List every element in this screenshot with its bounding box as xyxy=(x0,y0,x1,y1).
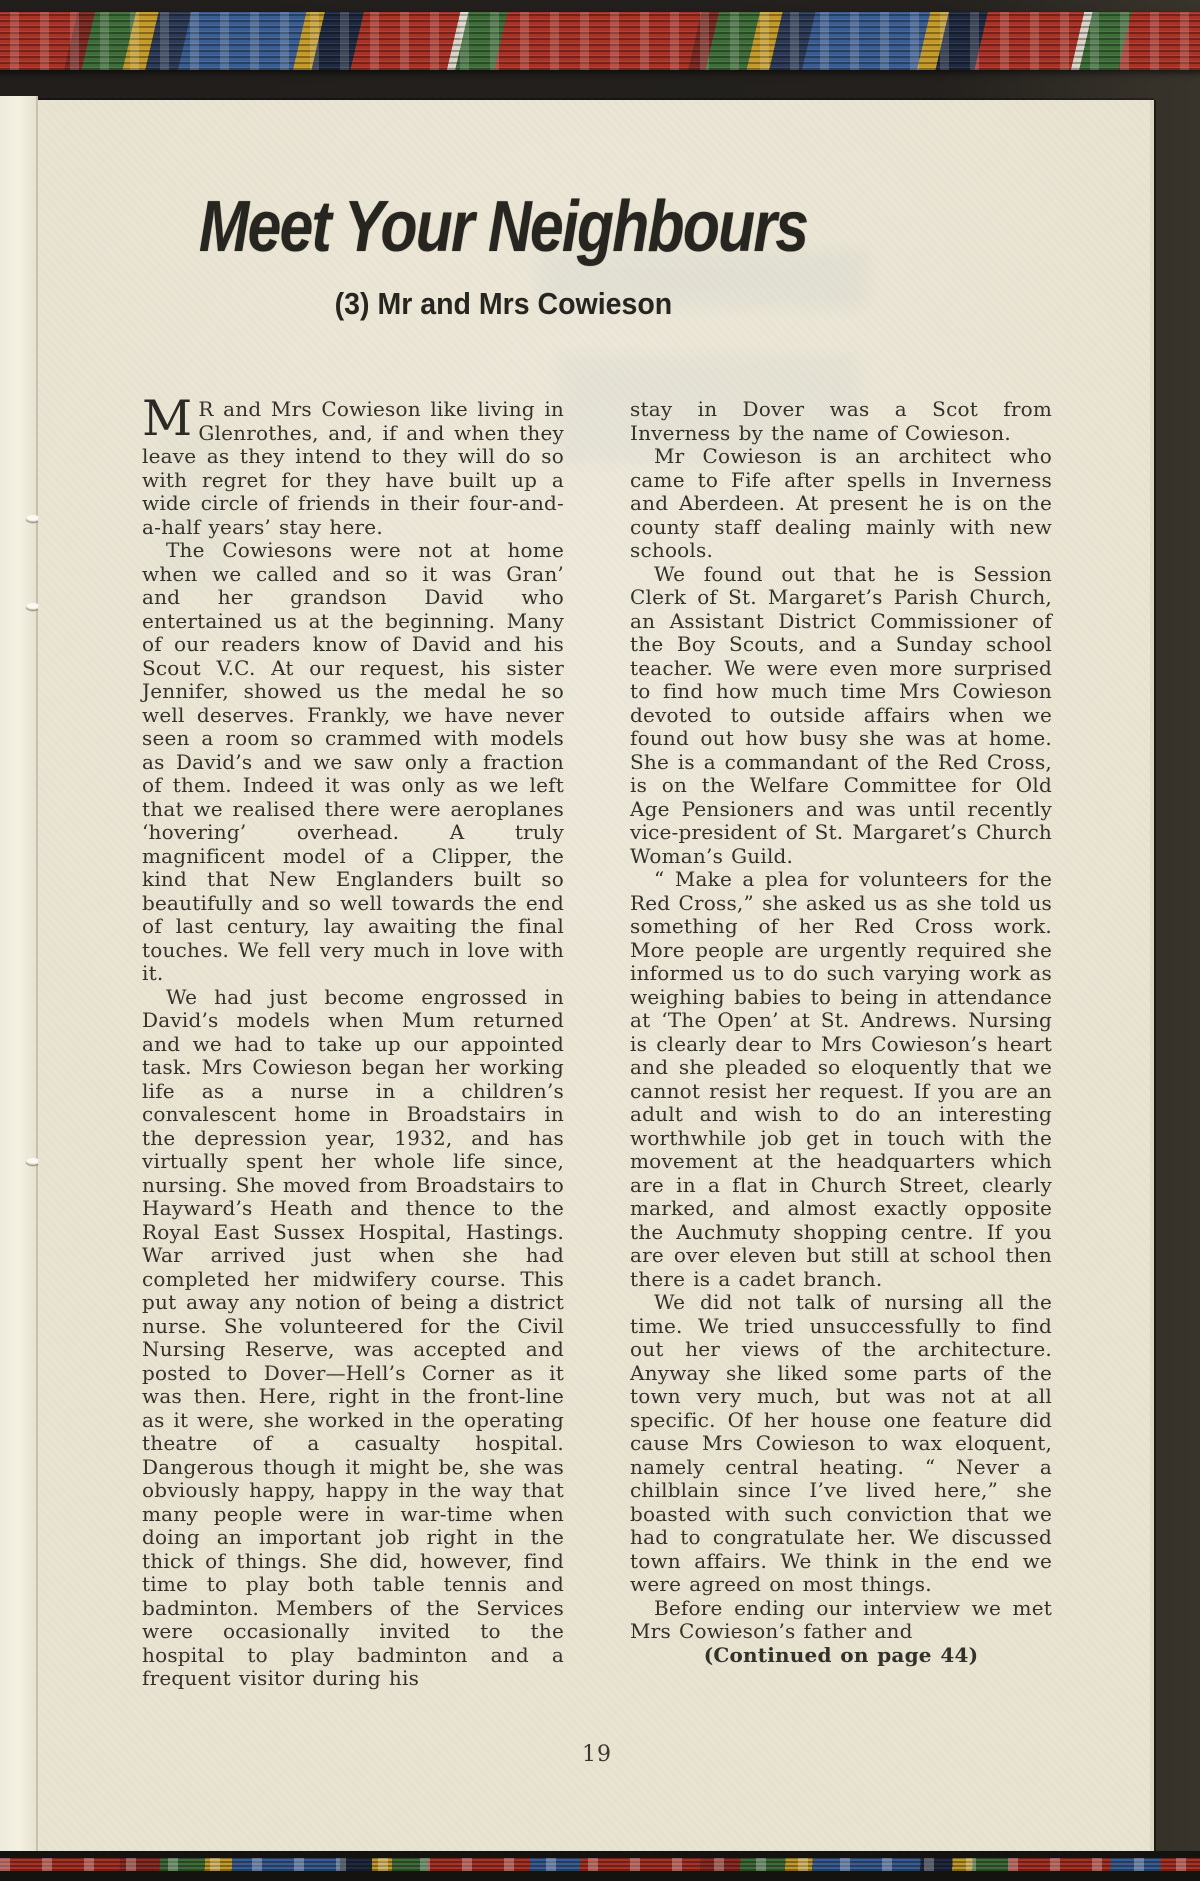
article-paragraph xyxy=(142,390,564,539)
continued-note: (Continued on page 44) xyxy=(703,1642,979,1667)
article-column-right xyxy=(630,398,1052,1667)
article-paragraph: “ Make a plea for volunteers for the Red Cross,” she asked us as she told us something of her Red Cross work. More people are urgently required she informed us to do such varying work as weighing babies to being in attendance at ‘The Open’ at St. Andrews. Nursing is clearly dear to Mrs Cowieson’s heart and she pleaded so eloquently that we cannot resist her request. If you are an adult and wish to do an interesting worthwhile job get in touch with the movement at the headquarters which are in a flat in Church Street, clearly marked, and almost exactly opposite the Auchmuty shopping centre. If you are over eleven but still at school then there is a cadet branch. xyxy=(630,867,1052,1291)
paragraph-text: R and Mrs Cowieson like living in Glenrothes, and, if and when they leave as they intend to they will do so with regret for they have built up a wide circle of friends in their four-and-a-half years’ stay here. xyxy=(142,397,564,539)
article-column-left xyxy=(142,390,564,1691)
article-subtitle: (3) Mr and Mrs Cowieson xyxy=(334,286,672,321)
article-paragraph: We did not talk of nursing all the time. We tried unsuccessfully to find out her views of the architecture. Anyway she liked some parts of the town very much, but was not at all specific. Of her house one feature did cause Mrs Cowieson to wax eloquent, namely central heating. “ Never a chilblain since I’ve lived here,” she boasted with such conviction that we had to congratulate her. We discussed town affairs. We think in the end we were agreed on most things. xyxy=(630,1290,1052,1596)
adjacent-page-edge xyxy=(0,96,38,1856)
tartan-ribbon-top xyxy=(0,12,1200,70)
article-paragraph: Mr Cowieson is an architect who came to Fife after spells in Inverness and Aberdeen. At present he is on the county staff dealing mainly with new schools. xyxy=(630,444,1052,562)
article-paragraph: We had just become engrossed in David’s models when Mum returned and we had to take up our appointed task. Mrs Cowieson began her working life as a nurse in a children’s convalescent home in Broadstairs in the depression year, 1932, and has virtually spent her whole life since, nursing. She moved from Broadstairs to Hayward’s Heath and thence to the Royal East Sussex Hospital, Hastings. War arrived just when she had completed her midwifery course. This put away any notion of being a district nurse. She volunteered for the Civil Nursing Reserve, was accepted and posted to Dover—Hell’s Corner as it was then. Here, right in the front-line as it were, she worked in the operating theatre of a casualty hospital. Dangerous though it might be, she was obviously happy, happy in the way that many people were in war-time when doing an important job right in the thick of things. She did, however, find time to play both table tennis and badminton. Members of the Services were occasionally invited to the hospital to play badminton and a frequent visitor during his xyxy=(142,984,564,1690)
page-paper xyxy=(38,100,1154,1852)
article-paragraph: The Cowiesons were not at home when we called and so it was Gran’ and her grandson David who entertained us at the beginning. Many of our readers know of David and his Scout V.C. At our request, his sister Jennifer, showed us the medal he so well deserves. Frankly, we have never seen a room so crammed with models as David’s and we saw only a fraction of them. Indeed it was only as we left that we realised there were aeroplanes ‘hovering’ overhead. A truly magnificent model of a Clipper, the kind that New Englanders built so beautifully and so well towards the end of last century, lay awaiting the final touches. We fell very much in love with it. xyxy=(142,538,564,985)
page-number: 19 xyxy=(582,1742,612,1767)
subtitle-row xyxy=(38,286,968,322)
tartan-ribbon-bottom-line xyxy=(0,1858,1200,1871)
article-paragraph: stay in Dover was a Scot from Inverness by the name of Cowieson. xyxy=(630,397,1052,445)
drop-cap: M xyxy=(142,390,193,447)
article-paragraph: We found out that he is Session Clerk of St. Margaret’s Parish Church, an Assistant District Commissioner of the Boy Scouts, and a Sunday school teacher. We were even more surprised to find how much time Mrs Cowieson devoted to outside affairs when we found out how busy she was at home. She is a commandant of the Red Cross, is on the Welfare Committee for Old Age Pensioners and was until recently vice-president of St. Margaret’s Church Woman’s Guild. xyxy=(630,561,1052,868)
tartan-ribbon-bottom xyxy=(0,1851,1200,1881)
page-title: Meet Your Neighbours xyxy=(198,187,808,267)
masthead xyxy=(38,186,968,268)
article-paragraph: Before ending our interview we met Mrs Cowieson’s father and xyxy=(630,1595,1052,1643)
